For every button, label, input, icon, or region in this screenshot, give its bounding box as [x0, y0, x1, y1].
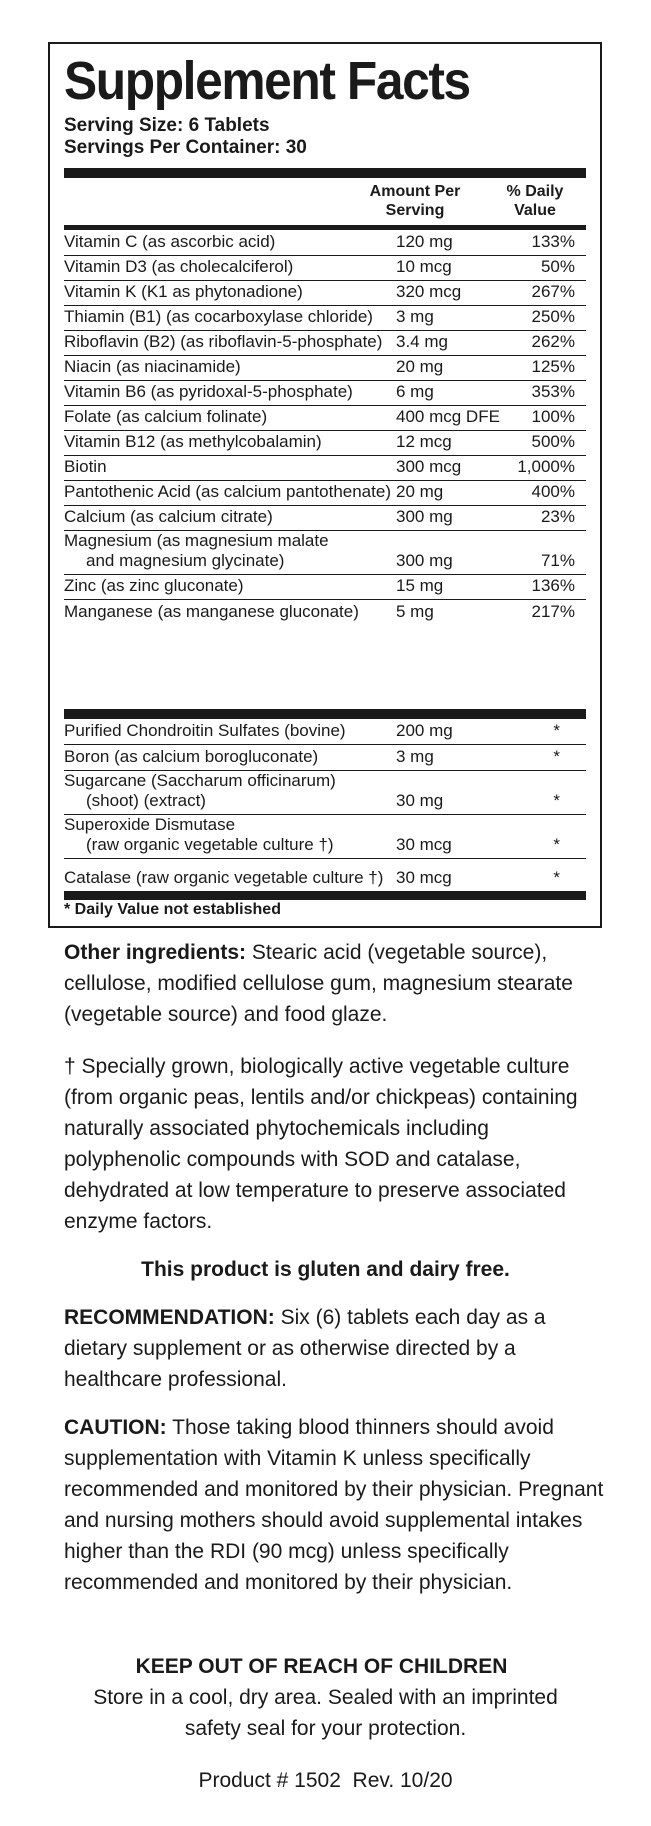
table-row: [64, 815, 586, 859]
other-ingredients-label: Other ingredients:: [64, 941, 247, 964]
daily-value-percent: 1,000%: [517, 457, 575, 476]
ingredient-name: Superoxide Dismutase (raw organic vegetable culture †): [64, 815, 334, 854]
table-row: [64, 859, 586, 891]
amount-per-serving: 300 mg: [396, 551, 453, 570]
thick-divider-top: [64, 168, 586, 178]
amount-per-serving: 400 mcg DFE: [396, 407, 500, 426]
daily-value-percent: 133%: [531, 232, 575, 251]
daily-value-footnote: * Daily Value not established: [64, 901, 281, 918]
table-row: [64, 600, 586, 625]
recommendation-paragraph: [64, 1302, 609, 1395]
amount-per-serving: 300 mcg: [396, 457, 462, 476]
ingredient-name: Vitamin K (K1 as phytonadione): [64, 282, 303, 301]
table-row: [64, 281, 586, 306]
amount-per-serving: 3 mg: [396, 307, 434, 326]
amount-per-serving: 300 mg: [396, 507, 453, 526]
ingredient-name: Sugarcane (Saccharum officinarum) (shoot) (extract): [64, 771, 336, 810]
amount-per-serving: 15 mg: [396, 576, 444, 595]
amount-per-serving: 20 mg: [396, 357, 444, 376]
ingredient-name: Purified Chondroitin Sulfates (bovine): [64, 721, 346, 740]
product-number-revision: Product # 1502 Rev. 10/20: [198, 1769, 453, 1792]
table-row: [64, 356, 586, 381]
amount-per-serving: 200 mg: [396, 721, 453, 740]
daily-value-percent: 136%: [531, 576, 575, 595]
daily-value-percent: 71%: [540, 551, 575, 570]
table-row: [64, 456, 586, 481]
thick-divider-bottom: [64, 891, 586, 900]
amount-per-serving: 320 mcg: [396, 282, 462, 301]
ingredient-name: Magnesium (as magnesium malate and magnesium glycinate): [64, 531, 329, 570]
table-row: [64, 531, 586, 575]
daily-value-percent: *: [553, 835, 560, 854]
amount-per-serving: 30 mcg: [396, 835, 452, 854]
daily-value-percent: 267%: [531, 282, 575, 301]
caution-label: CAUTION:: [64, 1416, 167, 1439]
ingredient-name: Folate (as calcium folinate): [64, 407, 268, 426]
other-ingredients-text: Stearic acid (vegetable source), cellulose, modified cellulose gum, magnesium stearate (vegetable source) and food glaze.: [64, 941, 573, 1026]
keep-out-of-reach-warning: KEEP OUT OF REACH OF CHILDREN: [135, 1655, 508, 1678]
recommendation-label: RECOMMENDATION:: [64, 1306, 275, 1329]
ingredient-name: Manganese (as manganese gluconate): [64, 602, 359, 621]
recommendation-text: Six (6) tablets each day as a dietary supplement or as otherwise directed by a healthcare professional.: [64, 1306, 546, 1391]
daily-value-percent: 100%: [531, 407, 575, 426]
table-row: [64, 719, 586, 745]
caution-paragraph: [64, 1412, 604, 1598]
daily-value-percent: 500%: [531, 432, 575, 451]
storage-line-1: Store in a cool, dry area. Sealed with an imprinted: [93, 1686, 558, 1709]
table-row: [64, 406, 586, 431]
ingredient-name: Biotin: [64, 457, 107, 476]
daily-value-header: % Daily Value: [506, 183, 564, 219]
daily-value-percent: 353%: [531, 382, 575, 401]
amount-per-serving: 3.4 mg: [396, 332, 448, 351]
daily-value-percent: 250%: [531, 307, 575, 326]
amount-per-serving: 3 mg: [396, 747, 434, 766]
ingredient-name: Zinc (as zinc gluconate): [64, 576, 244, 595]
table-row: [64, 256, 586, 281]
table-row: [64, 381, 586, 406]
table-row: [64, 331, 586, 356]
panel-title: Supplement Facts: [64, 51, 470, 111]
table-row: [64, 771, 586, 815]
ingredient-name: Thiamin (B1) (as cocarboxylase chloride): [64, 307, 373, 326]
daily-value-percent: 262%: [531, 332, 575, 351]
amount-per-serving: 12 mcg: [396, 432, 452, 451]
daily-value-percent: 400%: [531, 482, 575, 501]
amount-per-serving: 120 mg: [396, 232, 453, 251]
table-row: [64, 481, 586, 506]
ingredient-name: Vitamin D3 (as cholecalciferol): [64, 257, 294, 276]
daily-value-percent: *: [553, 721, 560, 740]
other-ingredients-paragraph: [64, 937, 609, 1030]
daily-value-percent: 50%: [540, 257, 575, 276]
amount-per-serving: 30 mg: [396, 791, 444, 810]
gluten-dairy-free-statement: This product is gluten and dairy free.: [141, 1258, 510, 1281]
table-row: [64, 575, 586, 600]
ingredient-name: Vitamin B12 (as methylcobalamin): [64, 432, 322, 451]
caution-text: Those taking blood thinners should avoid supplementation with Vitamin K unless specifically recommended and monitored by their physician. Pregnant and nursing mothers should avoid supplemental intakes higher than the RDI (90 mcg) unless specifically recommended and monitored by their physician.: [64, 1416, 604, 1594]
ingredient-name: Riboflavin (B2) (as riboflavin-5-phosphate): [64, 332, 383, 351]
thick-divider-middle: [64, 709, 586, 719]
ingredient-name: Niacin (as niacinamide): [64, 357, 241, 376]
ingredient-name: Vitamin B6 (as pyridoxal-5-phosphate): [64, 382, 353, 401]
daily-value-percent: *: [553, 868, 560, 887]
amount-per-serving: 5 mg: [396, 602, 434, 621]
ingredient-name: Calcium (as calcium citrate): [64, 507, 273, 526]
daily-value-percent: 23%: [540, 507, 575, 526]
daily-value-percent: *: [553, 791, 560, 810]
table-row: [64, 506, 586, 531]
ingredient-name: Boron (as calcium borogluconate): [64, 747, 319, 766]
ingredient-name: Pantothenic Acid (as calcium pantothenate): [64, 482, 391, 501]
storage-line-2: safety seal for your protection.: [184, 1717, 467, 1740]
amount-per-serving-header: Amount Per Serving: [369, 183, 461, 219]
servings-per-container: Servings Per Container: 30: [64, 137, 307, 158]
table-row: [64, 745, 586, 771]
amount-per-serving: 30 mcg: [396, 868, 452, 887]
daily-value-percent: 125%: [531, 357, 575, 376]
table-row: [64, 431, 586, 456]
table-row: [64, 306, 586, 331]
serving-size: Serving Size: 6 Tablets: [64, 115, 270, 136]
ingredient-name: Catalase (raw organic vegetable culture †): [64, 868, 384, 887]
dagger-footnote-paragraph: † Specially grown, biologically active vegetable culture (from organic peas, lentils and/or chickpeas) containing naturally associated phytochemicals including polyphenolic compounds with SOD and catalase, dehydrated at low temperature to preserve associated enzyme factors.: [64, 1055, 578, 1233]
daily-value-percent: 217%: [531, 602, 575, 621]
amount-per-serving: 10 mcg: [396, 257, 452, 276]
amount-per-serving: 6 mg: [396, 382, 434, 401]
daily-value-percent: *: [553, 747, 560, 766]
supplement-facts-panel: [48, 42, 602, 928]
table-row: [64, 230, 586, 256]
amount-per-serving: 20 mg: [396, 482, 444, 501]
ingredient-name: Vitamin C (as ascorbic acid): [64, 232, 276, 251]
